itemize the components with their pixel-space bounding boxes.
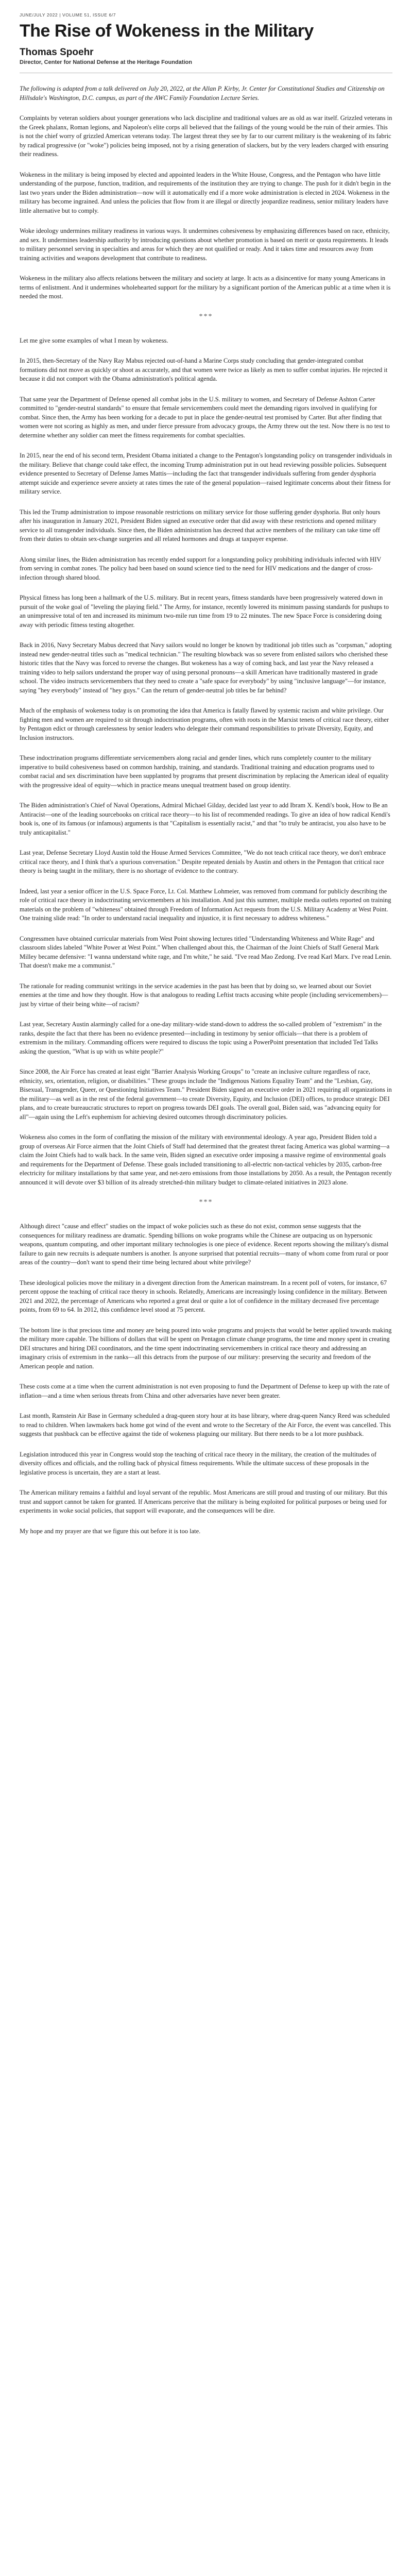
paragraph: Since 2008, the Air Force has created at least eight "Barrier Analysis Working Groups" to "create an inclusive culture regardless of race, ethnicity, sex, orientation, religion, or disabilities." These groups include the "Indigenous Nations Equality Team" and the "Lesbian, Gay, Bisexual, Transgender, Queer, or Questioning Initiatives Team." President Biden signed an executive order in 2021 requiring all organizations in the military—as well as in the rest of the federal government—to create Diversity, Equity, and Inclusion (DEI) offices, to produce strategic DEI plans, and to create bureaucratic structures to report on progress towards DEI goals. The overall goal, Biden said, was "advancing equity for all"—again using the Left's euphemism for achieving desired outcomes through discriminatory policies. — [20, 1068, 392, 1121]
paragraph: Congressmen have obtained curricular materials from West Point showing lectures titled "Understanding Whiteness and White Rage" and classroom slides labeled "White Power at West Point." When challenged about this, the Chairman of the Joint Chiefs of Staff General Mark Milley became defensive: "I wanna understand white rage, and I'm white," he said. "I've read Mao Zedong. I've read Karl Marx. I've read Lenin. That doesn't make me a communist." — [20, 935, 392, 970]
paragraph: The American military remains a faithful and loyal servant of the republic. Most Americans are still proud and trusting of our military. But this trust and support cannot be taken for granted. If Americans perceive that the military is being exploited for political purposes or being used for experiments in woke social policies, that support will evaporate, and the consequences will be dire. — [20, 1489, 387, 1515]
issue-meta: JUNE/JULY 2022 | VOLUME 51, ISSUE 6/7 — [20, 12, 116, 18]
paragraph: Wokeness in the military also affects relations between the military and society at large. It acts as a disincentive for many young Americans in terms of enlistment. And it undermines wholehearted support for the military by a significant portion of the American public at a time when it is needed the most. — [20, 275, 391, 300]
intro-note: The following is adapted from a talk delivered on July 20, 2022, at the Allan P. Kirby, Jr. Center for Constitutional Studies and Citizenship on Hillsdale's Washington, D.C. campus, as part of the AWC Family Foundation Lecture Series. — [20, 85, 385, 101]
paragraph: Back in 2016, Navy Secretary Mabus decreed that Navy sailors would no longer be known by traditional job titles such as "corpsman," adopting instead new gender-neutral titles such as "medical technician." The resulting blowback was so severe from enlisted sailors who cherished these historic titles that the Navy was forced to reverse the changes. But wokeness has a way of coming back, and last year the Navy released a training video to help sailors understand the proper way of using personal pronouns—a skill American have traditionally mastered in grade school. The video instructs servicemembers that they need to create a "safe space for everybody" by using "inclusive language"—for instance, saying "hey everybody" instead of "hey guys." Can the return of gender-neutral job titles be far behind? — [20, 641, 392, 694]
paragraph: Wokeness also comes in the form of conflating the mission of the military with environmental ideology. A year ago, President Biden told a group of overseas Air Force airmen that the Joint Chiefs of Staff had determined that the greatest threat facing America was global warming—a claim the Joint Chiefs had to walk back. In the same vein, Biden signed an executive order imposing a massive regime of environmental goals and requirements for the Department of Defense. These goals included transitioning to all-electric non-tactical vehicles by 2035, carbon-free electricity for military installations by that same year, and net-zero emissions from those installations by 2050. As a result, the Pentagon recently announced it will devote over $3 billion of its already stretched-thin military budget to climate-related initiatives in 2023 alone. — [20, 1133, 392, 1186]
paragraph: Although direct "cause and effect" studies on the impact of woke policies such as these do not exist, common sense suggests that the consequences for military readiness are dramatic. Spending billions on woke programs while the Chinese are outpacing us on hypersonic weapons, quantum computing, and other important military technologies is one piece of evidence. Recent reports showing the military's dismal failure to gain new recruits is adequate numbers is another. Is anyone surprised that potential recruits—many of whom come from rural or poor areas of the country—don't want to spend their time being lectured about white privilege? — [20, 1223, 389, 1266]
paragraph: That same year the Department of Defense opened all combat jobs in the U.S. military to women, and Secretary of Defense Ashton Carter committed to "gender-neutral standards" to ensure that female servicemembers could meet the demanding rigors involved in qualifying for combat. Since then, the Army has been working for a decade to put in place the gender-neutral test promised by Carter. But after finding that women were not scoring as highly as men, and under fierce pressure from advocacy groups, the Army threw out the test. Now there is no test to determine whether any soldier can meet the fitness requirements for combat specialties. — [20, 395, 390, 439]
paragraph: The rationale for reading communist writings in the service academies in the past has been that by doing so, we learned about our Soviet enemies at the time and how they thought. How is that analogous to reading Leftist tracts accusing white people (including servicemembers)—just by virtue of their being white—of racism? — [20, 982, 388, 1008]
paragraph: My hope and my prayer are that we figure this out before it is too late. — [20, 1527, 201, 1535]
article-section-1 — [20, 114, 392, 301]
article-title: The Rise of Wokeness in the Military — [20, 21, 314, 41]
section-separator: *** — [199, 1198, 213, 1207]
author-role: Director, Center for National Defense at the Heritage Foundation — [20, 59, 192, 66]
paragraph: Last year, Secretary Austin alarmingly called for a one-day military-wide stand-down to address the so-called problem of "extremism" in the ranks, despite the fact that there has been no evidence presented—including in testimony by senior officials—that there is a problem of extremism in the military. Commanding officers were required to discuss the topic using a PowerPoint presentation that included Ted Talks asking the question, "What is up with us white people?" — [20, 1021, 382, 1055]
author-name[interactable]: Thomas Spoehr — [20, 47, 94, 58]
paragraph: Much of the emphasis of wokeness today is on promoting the idea that America is fatally flawed by systemic racism and white privilege. Our fighting men and women are required to sit through indoctrination programs, often with roots in the Marxist tenets of critical race theory, either by Pentagon edict or through carelessness by senior leaders who delegate their command responsibilities to private Diversity, Equity, and Inclusion instructors. — [20, 707, 389, 741]
paragraph: Let me give some examples of what I mean by wokeness. — [20, 336, 168, 344]
paragraph: This led the Trump administration to impose reasonable restrictions on military service for those suffering gender dysphoria. But only hours after his inauguration in January 2021, President Biden signed an executive order that did away with these restrictions and opened military service to all transgender individuals. Since then, the Biden administration has decreed that active members of the military can take time off from their duties to obtain sex-change surgeries and all related hormones and drugs at taxpayer expense. — [20, 508, 381, 543]
article-section-3 — [20, 1222, 392, 1536]
paragraph: Complaints by veteran soldiers about younger generations who lack discipline and traditional values are as old as war itself. Grizzled veterans in the Greek phalanx, Roman legions, and Napoleon's elite corps all believed that the failings of the young would be the ruin of their armies. This is not the chief worry of grizzled American veterans today. The largest threat they see by far to our current military is the weakening of its fabric by radical progressive (or "woke") policies being imposed, not by a rising generation of slackers, but by the very leaders charged with ensuring their readiness. — [20, 114, 392, 158]
paragraph: In 2015, then-Secretary of the Navy Ray Mabus rejected out-of-hand a Marine Corps study concluding that gender-integrated combat formations did not move as quickly or shoot as accurately, and that women were twice as likely as men to suffer combat injuries. He rejected it because it did not comport with the Obama administration's political agenda. — [20, 357, 388, 383]
paragraph: These costs come at a time when the current administration is not even proposing to fund the Department of Defense to keep up with the rate of inflation—and a time when serious threats from China and other adversaries have never been greater. — [20, 1383, 390, 1399]
article-section-2 — [20, 336, 392, 1188]
paragraph: Woke ideology undermines military readiness in various ways. It undermines cohesiveness by emphasizing differences based on race, ethnicity, and sex. It undermines leadership authority by introducing questions about whether promotion is based on merit or quota requirements. It leads to military personnel serving in specialties and areas for which they are not qualified or ready. And it takes time and resources away from training activities and weapons development that contribute to readiness. — [20, 227, 390, 262]
paragraph: Wokeness in the military is being imposed by elected and appointed leaders in the White House, Congress, and the Pentagon who have little understanding of the purpose, function, tradition, and requirements of the institution they are trying to change. The push for it didn't begin in the last two years under the Biden administration—now will it automatically end if a more woke administration is elected in 2024. Wokeness in the military has become ingrained. And unless the policies that flow from it are illegal or directly jeopardize readiness, senior military leaders have little alternative but to comply. — [20, 171, 391, 214]
paragraph: Physical fitness has long been a hallmark of the U.S. military. But in recent years, fitness standards have been progressively watered down in pursuit of the woke goal of "leveling the playing field." The Army, for instance, recently lowered its minimum passing standards for pushups to an unimpressive total of ten and increased its minimum two-mile run time from 19 to 22 minutes. The new Space Force is considering doing away with periodic fitness testing altogether. — [20, 594, 389, 629]
paragraph: Last year, Defense Secretary Lloyd Austin told the House Armed Services Committee, "We do not teach critical race theory, we don't embrace critical race theory, and I think that's a spurious conversation." Despite repeated denials by Austin and others in the Pentagon that critical race theory is being taught in the military, there is no shortage of evidence to the contrary. — [20, 849, 386, 875]
paragraph: Along similar lines, the Biden administration has recently ended support for a longstanding policy prohibiting individuals infected with HIV from serving in combat zones. The policy had been based on sound science tied to the need for HIV medications and the danger of cross-infection through shared blood. — [20, 555, 382, 581]
paragraph: Legislation introduced this year in Congress would stop the teaching of critical race theory in the military, the creation of the multitudes of diversity offices and officials, and the rolling back of physical fitness requirements. While the ultimate success of these proposals in the legislative process is uncertain, they are a start at least. — [20, 1450, 377, 1476]
section-separator: *** — [199, 312, 213, 320]
paragraph: Last month, Ramstein Air Base in Germany scheduled a drag-queen story hour at its base library, where drag-queen Nancy Reed was scheduled to read to children. When lawmakers back home got wind of the event and wrote to the Secretary of the Air Force, the event was cancelled. This suggests that pushback can be effective against the tide of wokeness plaguing our military. But there needs to be a lot more pushback. — [20, 1412, 391, 1438]
paragraph: These ideological policies move the military in a divergent direction from the American mainstream. In a recent poll of voters, for instance, 67 percent oppose the teaching of critical race theory in schools. Relatedly, Americans are increasingly losing confidence in the military. Between 2021 and 2022, the percentage of Americans who reported a great deal or quite a lot of confidence in the military decreased five percentage points, from 69 to 64. In 2012, this confidence level stood at 75 percent. — [20, 1279, 387, 1314]
paragraph: In 2015, near the end of his second term, President Obama initiated a change to the Pentagon's longstanding policy on transgender individuals in the military. Believe that change could take effect, the incoming Trump administration put in out head reviewing possible policies. Subsequent evidence presented to Secretary of Defense James Mattis—including the fact that transgender individuals suffering from gender dysphoria attempt suicide and experience severe anxiety at rates times the rate of the general population—raised legitimate concerns about their fitness for military service. — [20, 452, 392, 496]
paragraph: These indoctrination programs differentiate servicemembers along racial and gender lines, which runs completely counter to the military imperative to build cohesiveness based on common hardship, training, and standards. Traditional training and education programs used to combat racial and sex discrimination have been supplanted by programs that present discrimination by replacing the American ideal of equality with the progressive ideal of equity—which in practice means unequal treatment based on group identity. — [20, 754, 389, 789]
paragraph: Indeed, last year a senior officer in the U.S. Space Force, Lt. Col. Matthew Lohmeier, was removed from command for publicly describing the role of critical race theory in indoctrinating servicemembers at his installation. And just this summer, multiple media outlets reported on training materials on the problem of "whiteness" obtained through Freedom of Information Act requests from the U.S. Military Academy at West Point. One training slide read: "In order to understand racial inequality and injustice, it is first necessary to address whiteness." — [20, 887, 391, 922]
paragraph: The Biden administration's Chief of Naval Operations, Admiral Michael Gilday, decided last year to add Ibram X. Kendi's book, How to Be an Antiracist—one of the leading sourcebooks on critical race theory—to his list of recommended readings. To give an idea of how radical Kendi's book is, one of its famous (or infamous) arguments is that "Capitalism is essentially racist," and that "to truly be antiracist, you also have to be truly anticapitalist." — [20, 802, 390, 836]
paragraph: The bottom line is that precious time and money are being poured into woke programs and projects that would be better applied towards making the military more capable. The billions of dollars that will be spent on Pentagon climate change programs, the time and money spent in creating DEI structures and hiring DEI coordinators, and the time spent indoctrinating servicemembers in critical race theory and addressing an imaginary crisis of extremism in the ranks—all this detracts from the purpose of our military: preserving the security and freedom of the American people and nation. — [20, 1326, 392, 1370]
